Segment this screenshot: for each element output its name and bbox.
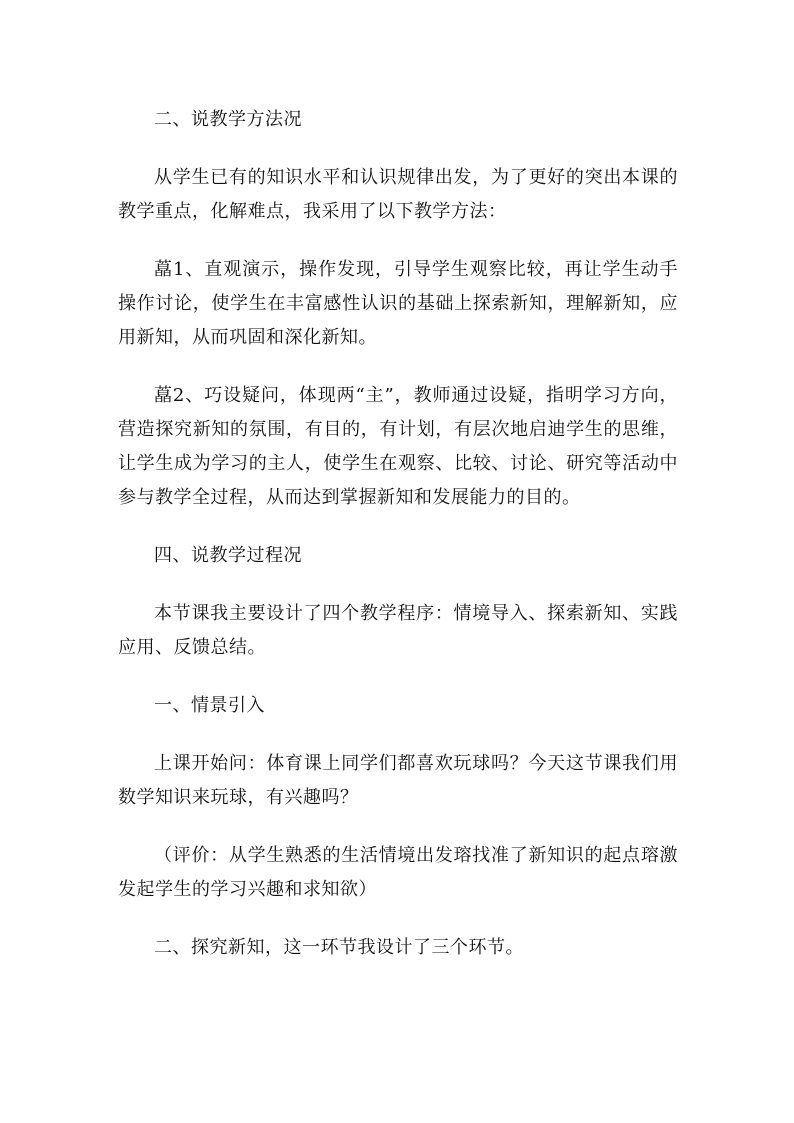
subsection-heading-intro: 一、情景引入 <box>154 695 265 716</box>
paragraph-method-2: 藠2、巧设疑问，体现两“主”，教师通过设疑，指明学习方向，营造探究新知的氛围，有目的，有计划，有层次地启迪学生的思维，让学生成为学习的主人，使学生在观察、比较、讨论、研究等活动中参与教学全过程，从而达到掌握新知和发展能力的目的。 <box>118 385 678 508</box>
paragraph-evaluation: （评价：从学生熟悉的生活情境出发瑢找准了新知识的起点瑢激发起学生的学习兴趣和求知欲） <box>118 845 678 900</box>
paragraph-intro-question: 上课开始问：体育课上同学们都喜欢玩球吗？今天这节课我们用数学知识来玩球，有兴趣吗？ <box>118 753 678 808</box>
subsection-heading-explore: 二、探究新知，这一环节我设计了三个环节。 <box>154 937 524 958</box>
paragraph-process-intro: 本节课我主要设计了四个教学程序：情境导入、探索新知、实践应用、反馈总结。 <box>118 603 678 658</box>
section-heading-methods: 二、说教学方法况 <box>154 109 302 130</box>
paragraph-method-1: 藠1、直观演示，操作发现，引导学生观察比较，再让学生动手操作讨论，使学生在丰富感性认识的基础上探索新知，理解新知，应用新知，从而巩固和深化新知。 <box>118 259 678 348</box>
document-body <box>118 103 678 989</box>
section-heading-process: 四、说教学过程况 <box>154 545 302 566</box>
paragraph-methods-intro: 从学生已有的知识水平和认识规律出发，为了更好的突出本课的教学重点，化解难点，我采用了以下教学方法： <box>118 167 678 222</box>
